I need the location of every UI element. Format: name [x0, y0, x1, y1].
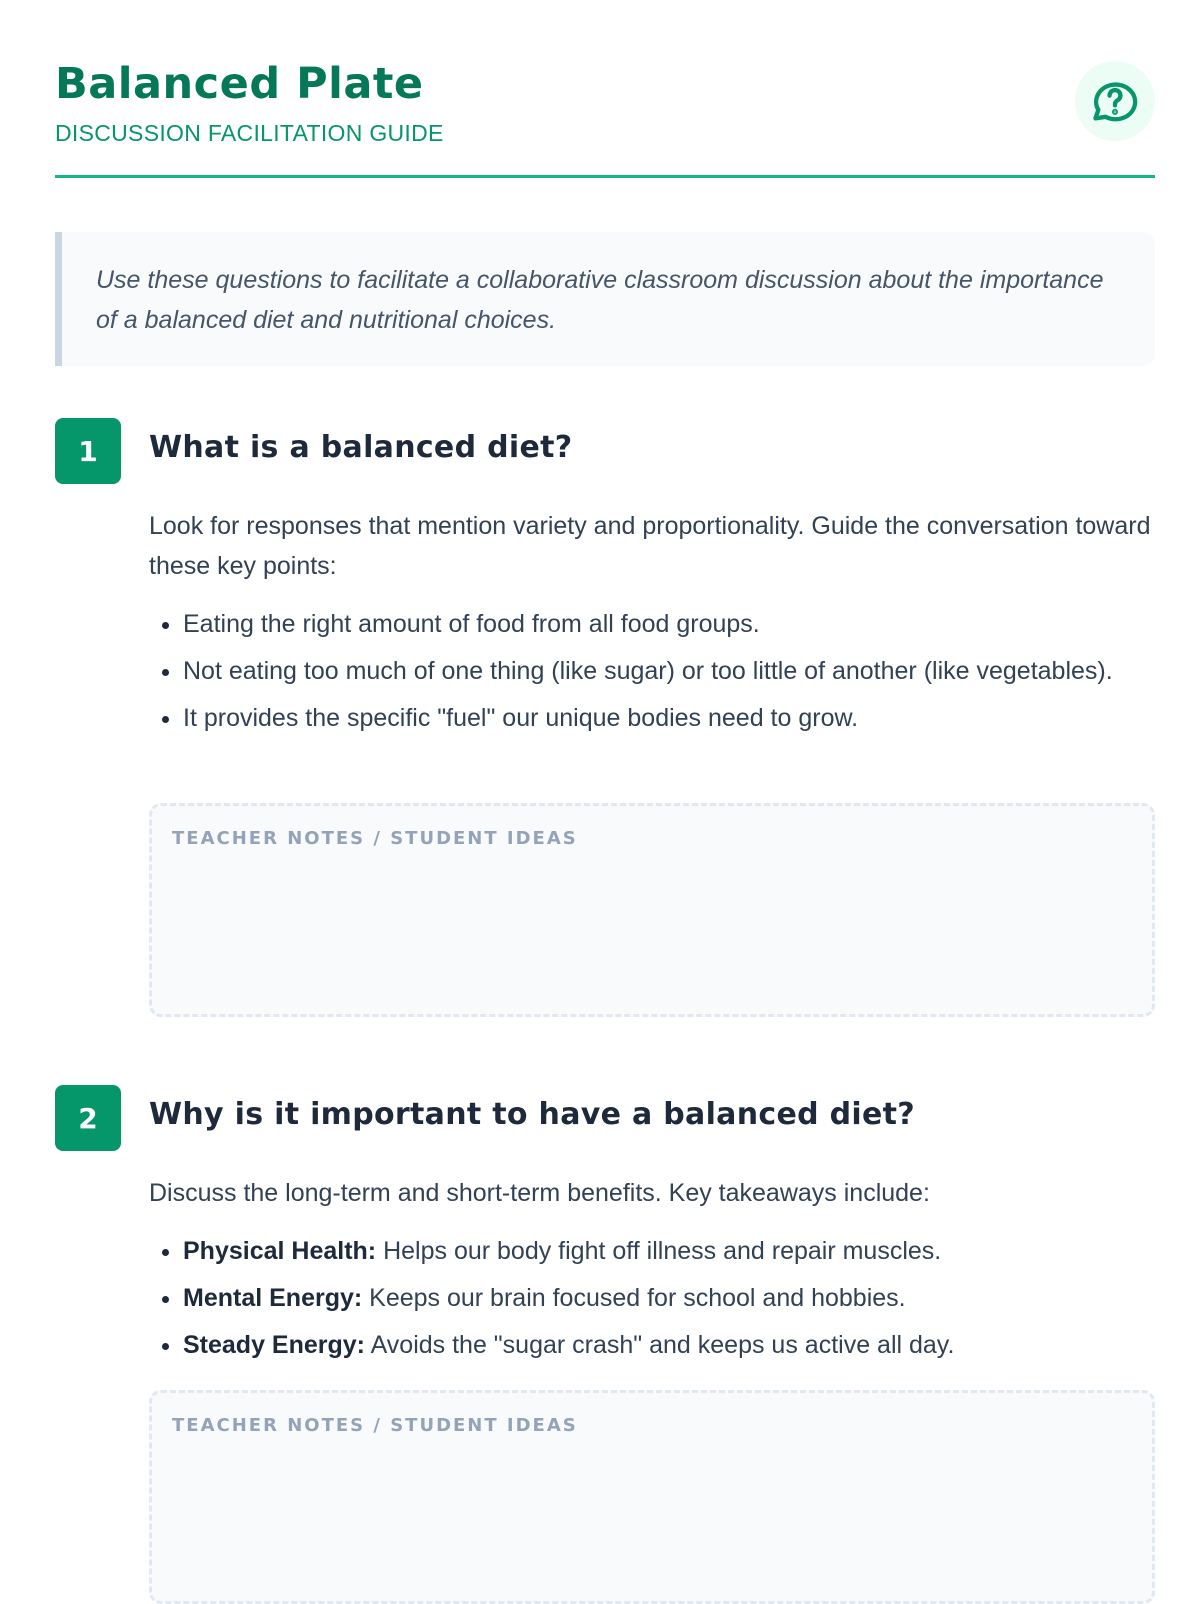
question-intro: Discuss the long-term and short-term benefits. Key takeaways include: — [149, 1179, 930, 1207]
question-number-badge: 2 — [55, 1085, 121, 1151]
question-intro: Look for responses that mention variety and proportionality. Guide the conversation toward these key points: — [149, 512, 1151, 580]
question-title: What is a balanced diet? — [149, 430, 573, 465]
question-title: Why is it important to have a balanced diet? — [149, 1097, 915, 1132]
list-item — [183, 1325, 1155, 1365]
intro-callout — [55, 232, 1155, 366]
key-points-list — [149, 1231, 1155, 1365]
point-text: Keeps our brain focused for school and hobbies. — [362, 1284, 906, 1312]
header-divider — [55, 175, 1155, 178]
notes-label: TEACHER NOTES / STUDENT IDEAS — [172, 828, 578, 849]
point-label: Steady Energy: — [183, 1331, 366, 1359]
list-item: • It provides the specific "fuel" our unique bodies need to grow. — [183, 698, 1155, 738]
page-subtitle: DISCUSSION FACILITATION GUIDE — [55, 120, 444, 146]
question-body — [149, 506, 1155, 745]
point-label: Mental Energy: — [183, 1284, 363, 1312]
point-text: Avoids the "sugar crash" and keeps us active all day. — [365, 1331, 955, 1359]
question-number-badge: 1 — [55, 418, 121, 484]
help-button[interactable] — [1075, 61, 1155, 141]
page-header — [55, 55, 1155, 147]
list-item — [183, 1231, 1155, 1271]
help-chat-icon — [1089, 75, 1141, 127]
notes-area[interactable] — [149, 803, 1155, 1017]
list-item: • Not eating too much of one thing (like sugar) or too little of another (like vegetables). — [183, 651, 1155, 691]
notes-area[interactable] — [149, 1390, 1155, 1604]
notes-label: TEACHER NOTES / STUDENT IDEAS — [172, 1415, 578, 1436]
question-body — [149, 1173, 1155, 1372]
list-item — [183, 1278, 1155, 1318]
point-label: Physical Health: — [183, 1237, 377, 1265]
intro-text: Use these questions to facilitate a collaborative classroom discussion about the importance of a balanced diet and nutritional choices. — [96, 266, 1104, 334]
point-text: Helps our body fight off illness and repair muscles. — [376, 1237, 942, 1265]
key-points-list — [149, 604, 1155, 738]
list-item: • Eating the right amount of food from all food groups. — [183, 604, 1155, 644]
page-title: Balanced Plate — [55, 59, 424, 109]
